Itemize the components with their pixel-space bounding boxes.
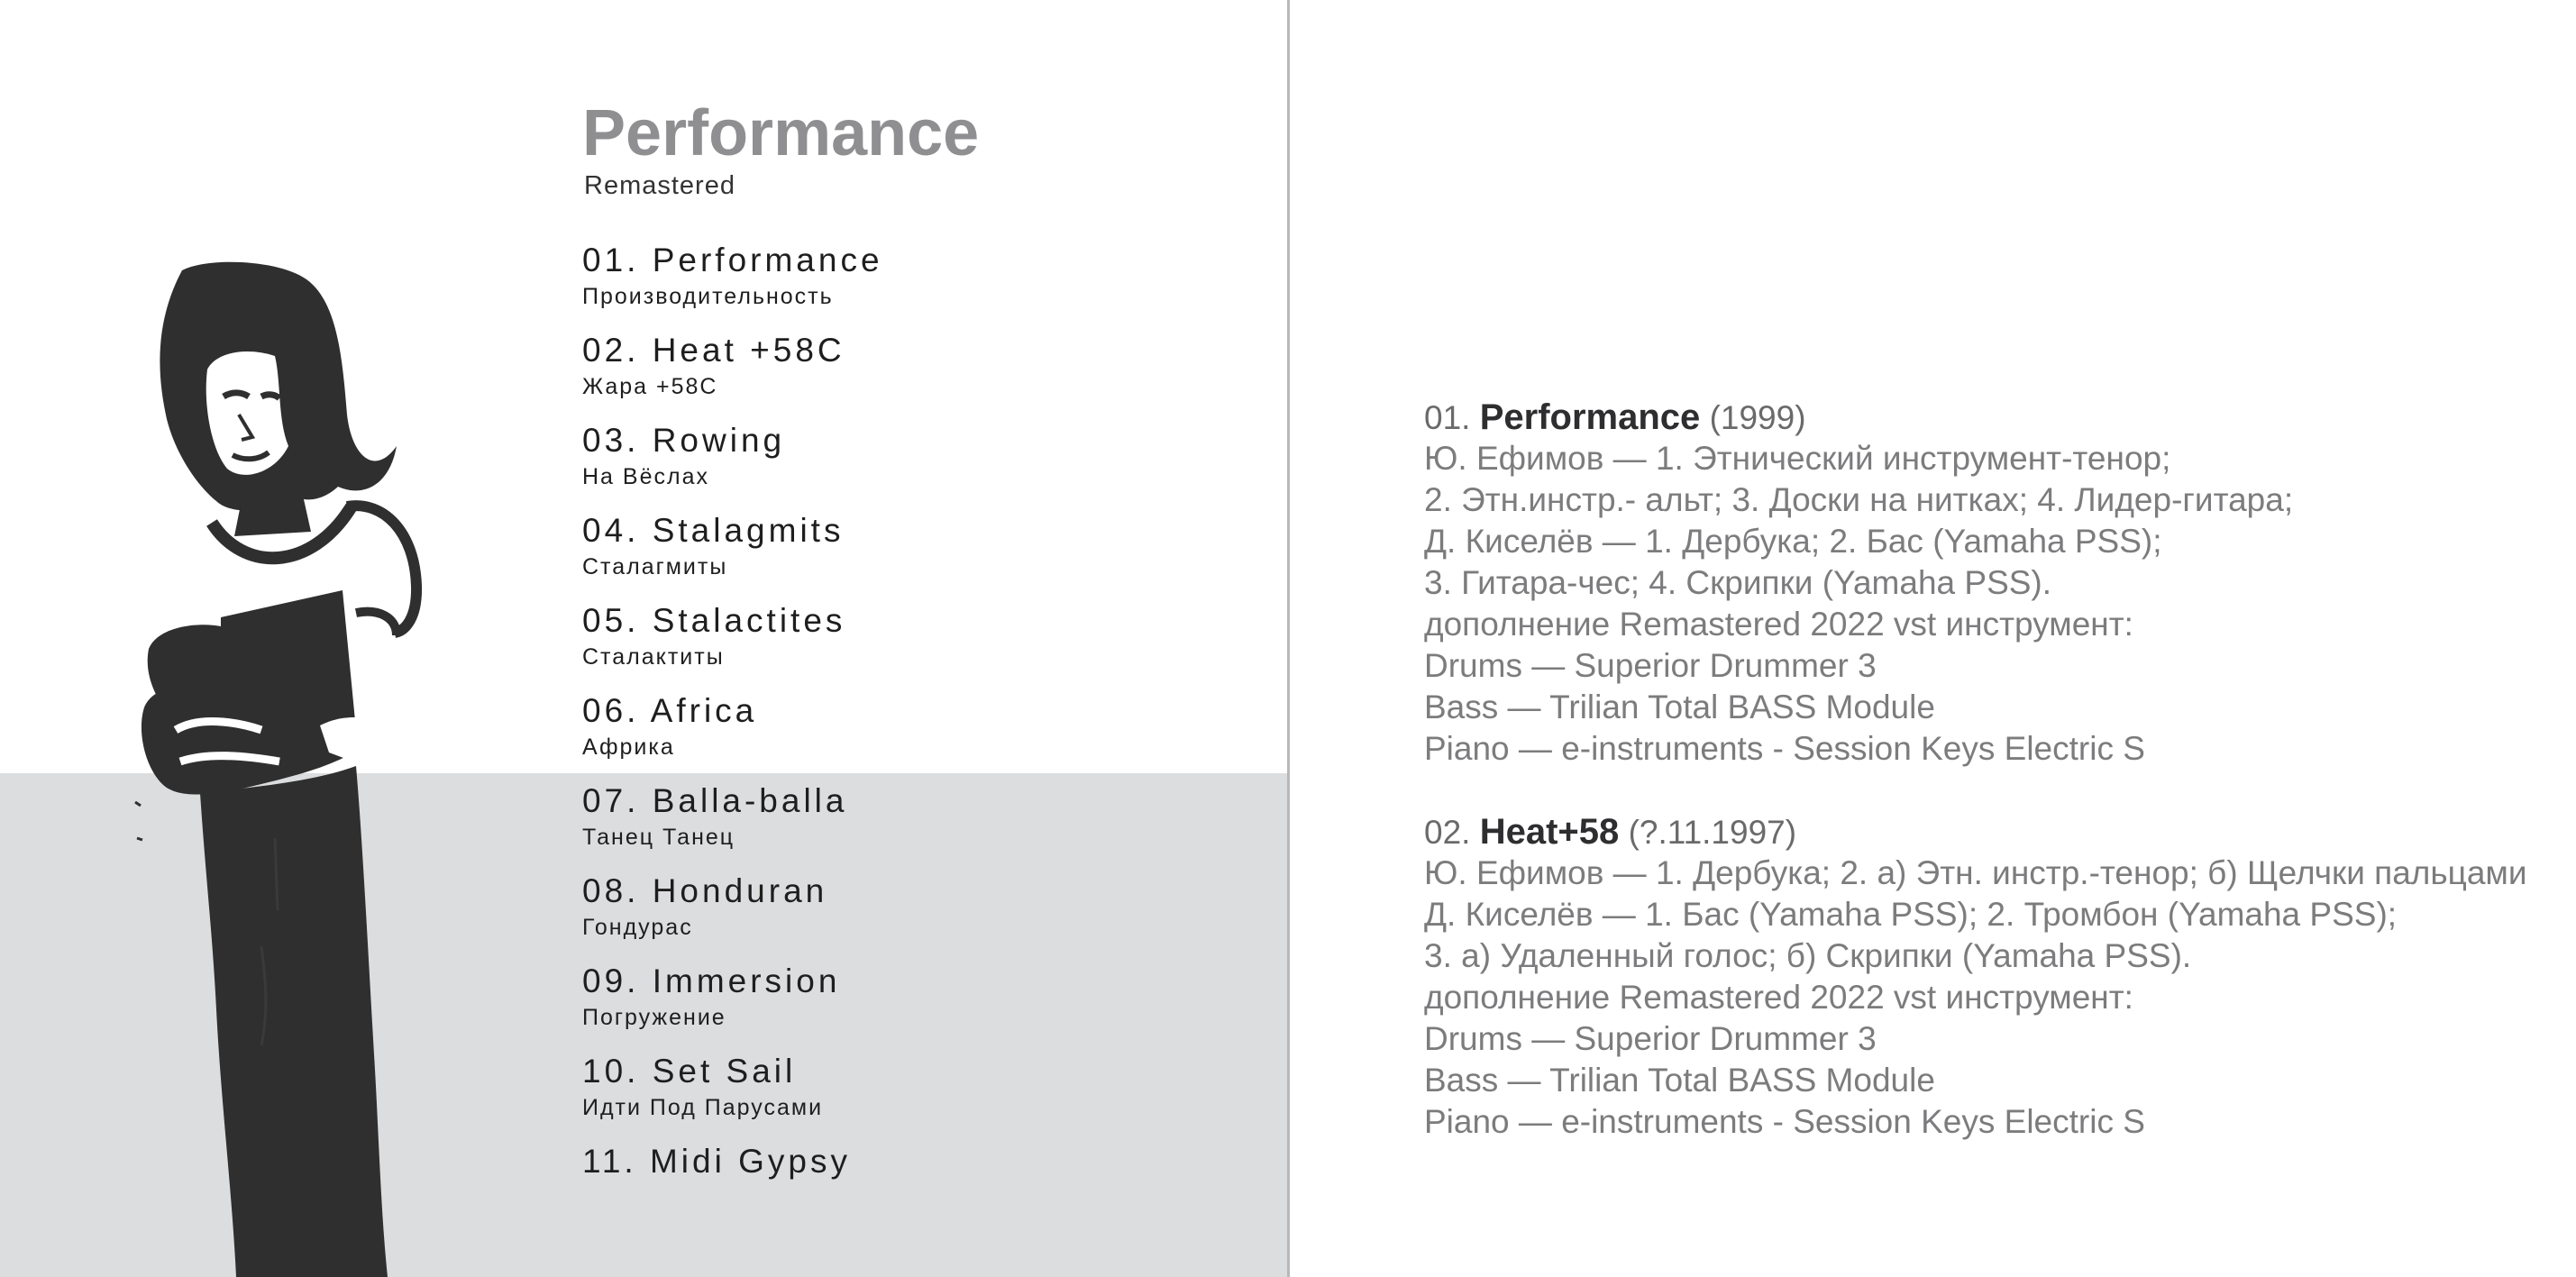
track-title-en: 03. Rowing <box>582 422 786 459</box>
track-item <box>582 784 1213 874</box>
credit-track-title: Heat+58 <box>1479 812 1620 852</box>
credit-line: Bass — Trilian Total BASS Module <box>1424 689 1935 725</box>
credit-line: Bass — Trilian Total BASS Module <box>1424 1062 1935 1099</box>
credit-line: 3. Гитара-чес; 4. Скрипки (Yamaha PSS). <box>1424 564 2052 601</box>
credit-track-number: 02. <box>1424 814 1471 851</box>
track-title-en: 11. Midi Gypsy <box>582 1143 851 1180</box>
credit-track-year: (1999) <box>1709 399 1806 436</box>
credit-line: Д. Киселёв — 1. Бас (Yamaha PSS); 2. Тромбон (Yamaha PSS); <box>1424 896 2398 933</box>
credit-track-number: 01. <box>1424 399 1471 436</box>
album-title: Performance <box>582 97 980 169</box>
track-item <box>582 694 1213 784</box>
credit-line: 2. Этн.инстр.- альт; 3. Доски на нитках; 4. Лидер-гитара; <box>1424 481 2294 518</box>
track-title-en: 05. Stalactites <box>582 602 846 639</box>
track-item <box>582 1145 1213 1235</box>
credit-line: Ю. Ефимов — 1. Дербука; 2. а) Этн. инстр.-тенор; б) Щелчки пальцами <box>1424 854 2527 891</box>
track-title-ru: Погружение <box>582 1005 726 1030</box>
track-item <box>582 604 1213 694</box>
track-title-en: 07. Balla-balla <box>582 782 848 819</box>
track-title-ru: На Вёслах <box>582 464 709 489</box>
credit-line: дополнение Remastered 2022 vst инструмент: <box>1424 979 2133 1016</box>
track-item <box>582 243 1213 333</box>
credit-line: Д. Киселёв — 1. Дербука; 2. Бас (Yamaha PSS); <box>1424 523 2162 560</box>
credits-notes <box>1424 397 2542 1184</box>
credit-line: Drums — Superior Drummer 3 <box>1424 1020 1877 1057</box>
track-title-ru: Африка <box>582 734 675 760</box>
track-title-ru: Сталактиты <box>582 644 725 670</box>
track-item <box>582 424 1213 514</box>
track-title-en: 04. Stalagmits <box>582 512 845 549</box>
track-title-en: 09. Immersion <box>582 962 841 999</box>
track-title-ru: Сталагмиты <box>582 554 728 579</box>
track-title-ru: Производительность <box>582 284 834 309</box>
credit-line: Piano — e-instruments - Session Keys Electric S <box>1424 730 2145 767</box>
track-title-en: 08. Honduran <box>582 872 828 909</box>
track-item <box>582 964 1213 1054</box>
tracklist-panel <box>0 0 1287 1277</box>
performer-silhouette <box>126 261 487 1277</box>
track-item <box>582 514 1213 604</box>
credit-line: Ю. Ефимов — 1. Этнический инструмент-тенор; <box>1424 440 2171 477</box>
track-title-en: 01. Performance <box>582 242 883 278</box>
credit-track-year: (?.11.1997) <box>1628 814 1797 851</box>
credit-heading <box>1424 397 2542 438</box>
album-subtitle: Remastered <box>584 171 735 200</box>
track-title-ru: Жара +58С <box>582 374 718 399</box>
credit-block-track-01 <box>1424 397 2542 770</box>
credit-line: 3. а) Удаленный голос; б) Скрипки (Yamaha PSS). <box>1424 937 2192 974</box>
credit-line: Drums — Superior Drummer 3 <box>1424 647 1877 684</box>
track-title-en: 10. Set Sail <box>582 1053 797 1090</box>
track-item <box>582 333 1213 424</box>
tracklist <box>582 243 1213 1235</box>
credit-heading <box>1424 811 2542 853</box>
track-title-ru: Танец Танец <box>582 825 735 850</box>
track-title-en: 06. Africa <box>582 692 758 729</box>
credit-line: дополнение Remastered 2022 vst инструмент: <box>1424 606 2133 643</box>
track-title-ru: Идти Под Парусами <box>582 1095 824 1120</box>
credit-track-title: Performance <box>1479 397 1701 437</box>
track-item <box>582 1054 1213 1145</box>
credit-block-track-02 <box>1424 811 2542 1143</box>
track-title-ru: Гондурас <box>582 915 693 940</box>
credit-line: Piano — e-instruments - Session Keys Electric S <box>1424 1103 2145 1140</box>
track-item <box>582 874 1213 964</box>
track-title-en: 02. Heat +58C <box>582 332 845 369</box>
